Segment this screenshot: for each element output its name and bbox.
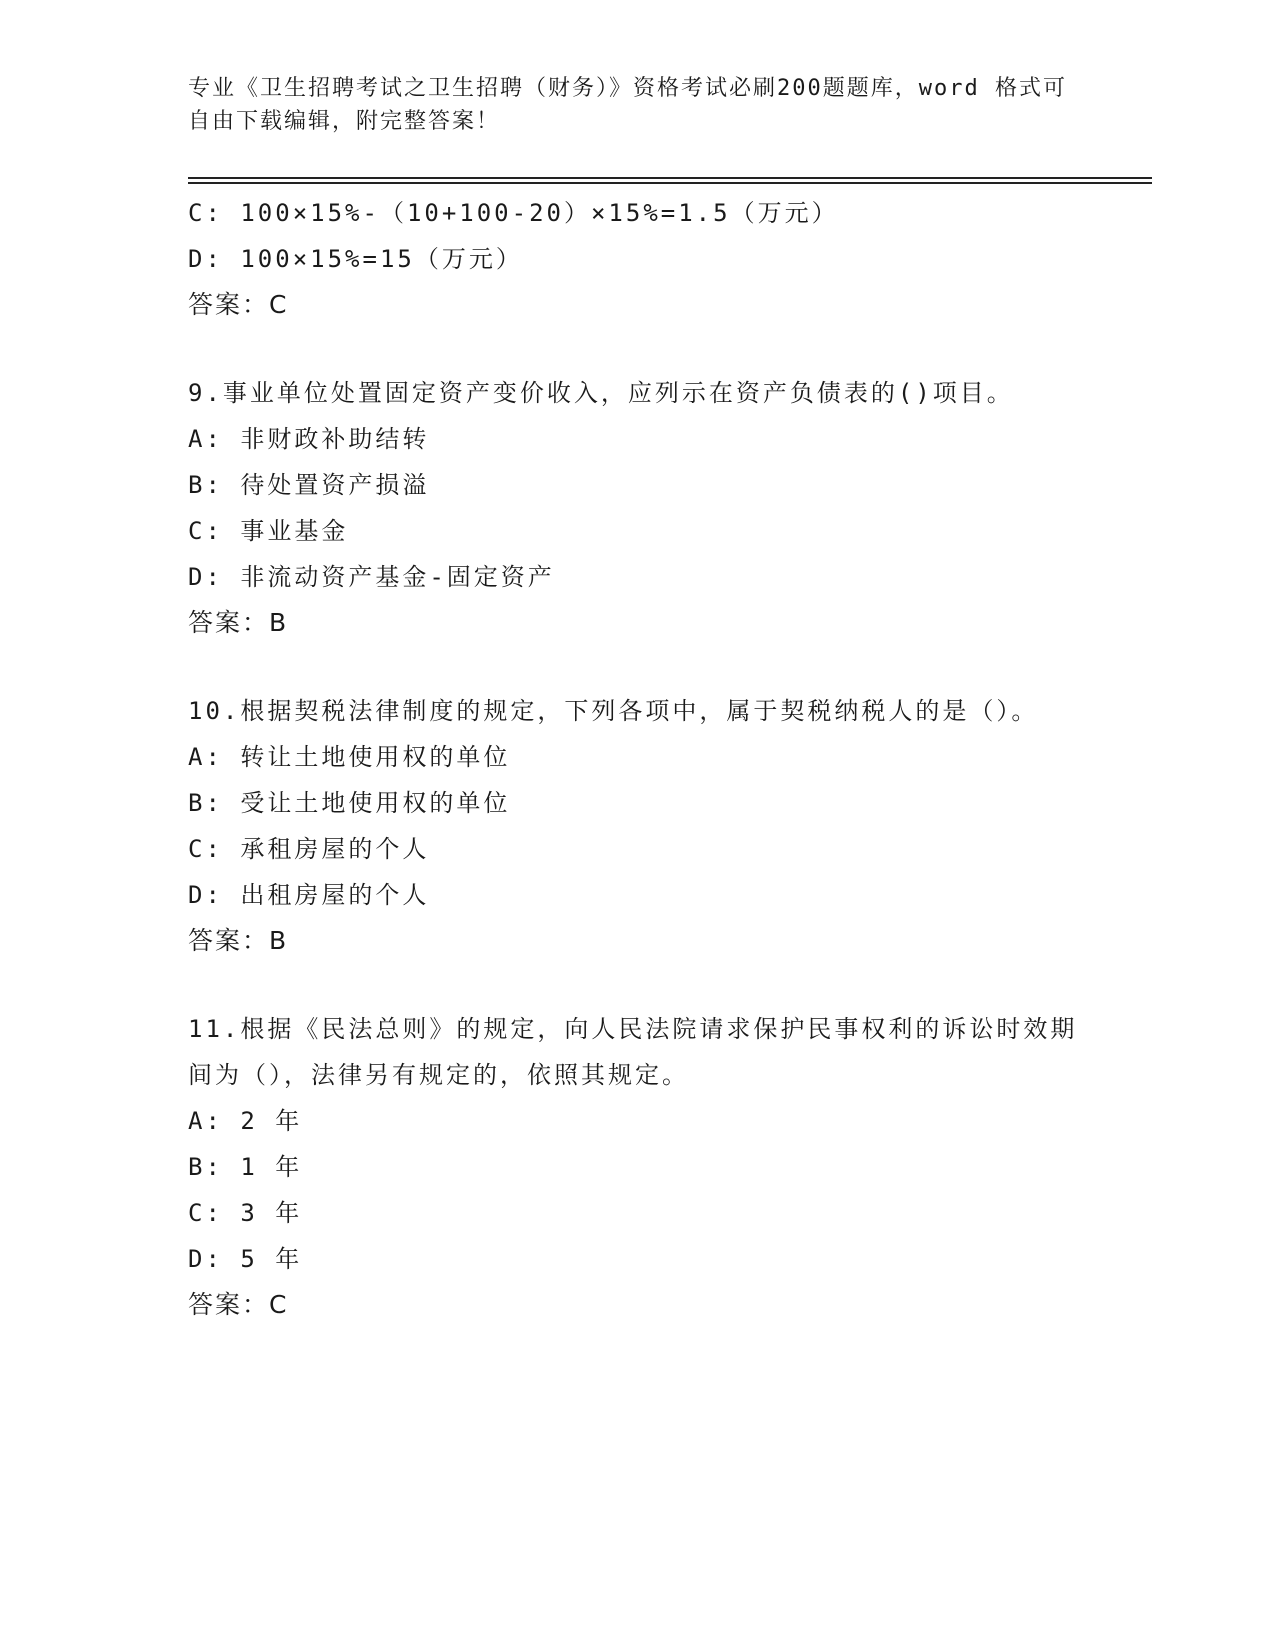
question-stem: 9.事业单位处置固定资产变价收入，应列示在资产负债表的()项目。 [188, 379, 1014, 407]
option-c: C: 事业基金 [188, 517, 349, 545]
option-b: B: 1 年 [188, 1153, 303, 1181]
answer-line: 答案：C [188, 1290, 289, 1319]
option-a: A: 2 年 [188, 1107, 303, 1135]
option-d: D: 出租房屋的个人 [188, 881, 430, 909]
spacer [188, 964, 1088, 1006]
option-c: C: 承租房屋的个人 [188, 835, 430, 863]
option-b: B: 待处置资产损溢 [188, 471, 430, 499]
answer-line: 答案：C [188, 290, 289, 319]
option-d: D: 非流动资产基金-固定资产 [188, 563, 555, 591]
option-a: A: 转让土地使用权的单位 [188, 743, 511, 771]
option-a: A: 非财政补助结转 [188, 425, 430, 453]
question-stem: 10.根据契税法律制度的规定，下列各项中，属于契税纳税人的是（）。 [188, 697, 1039, 725]
option-d: D: 100×15%=15（万元） [188, 245, 523, 273]
question-10 [188, 688, 1088, 964]
question-9 [188, 370, 1088, 646]
option-c: C: 3 年 [188, 1199, 303, 1227]
spacer [188, 646, 1088, 688]
question-list [188, 190, 1088, 1328]
option-c: C: 100×15%-（10+100-20）×15%=1.5（万元） [188, 199, 839, 227]
answer-line: 答案：B [188, 926, 289, 955]
question-11 [188, 1006, 1088, 1328]
header-divider-top [188, 177, 1152, 179]
answer-line: 答案：B [188, 608, 289, 637]
spacer [188, 328, 1088, 370]
option-d: D: 5 年 [188, 1245, 303, 1273]
option-b: B: 受让土地使用权的单位 [188, 789, 511, 817]
question-carryover [188, 190, 1088, 328]
header-divider-bottom [188, 182, 1152, 184]
document-header: 专业《卫生招聘考试之卫生招聘（财务）》资格考试必刷200题题库，word 格式可自由下载编辑，附完整答案！ [188, 76, 1067, 134]
question-stem: 11.根据《民法总则》的规定，向人民法院请求保护民事权利的诉讼时效期间为（），法律另有规定的，依照其规定。 [188, 1015, 1078, 1089]
